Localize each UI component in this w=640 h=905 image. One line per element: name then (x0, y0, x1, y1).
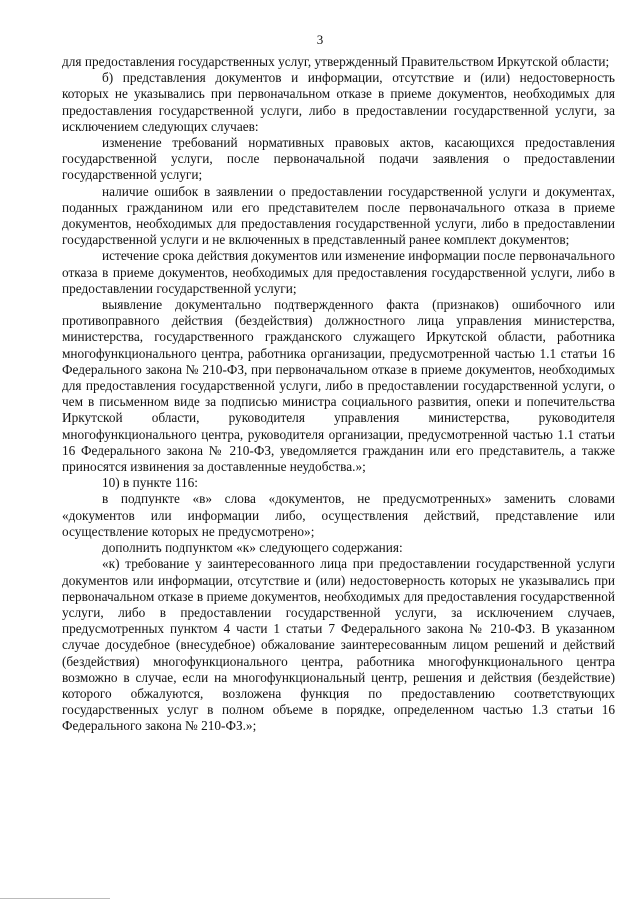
paragraph-subitem-k-text: «к) требование у заинтересованного лица при предоставлении государственной услуги документов или информации, отсутствие и (или) недостоверность которых не указывались при первоначальном отказе в приеме документов, необходимых для предоставления государственной услуги, либо в предоставлении государственной услуги, за исключением случаев, предусмотренных пунктом 4 части 1 статьи 7 Федерального закона № 210-ФЗ. В указанном случае досудебное (внесудебное) обжалование заинтересованным лицом решений и действий (бездействия) многофункционального центра, работника многофункционального центра возможно в случае, если на многофункциональный центр, решения и действия (бездействие) которого обжалуются, возложена функция по предоставлению соответствующих государственных услуг в полном объеме в порядке, определенном частью 1.3 статьи 16 Федерального закона № 210-ФЗ.»; (62, 556, 615, 734)
paragraph-add-subitem-k: дополнить подпунктом «к» следующего содержания: (102, 540, 403, 556)
paragraph-item-10: 10) в пункте 116: (102, 475, 198, 491)
document-body (62, 54, 615, 735)
paragraph-case-errors: наличие ошибок в заявлении о предоставлении государственной услуги и документах, поданных гражданином или его представителем после первоначального отказа в приеме документов, необходимых для предоставления государственной услуги, либо в предоставлении государственной услуги и не включенных в представленный ранее комплект документов; (62, 183, 615, 248)
paragraph-case-expiry: истечение срока действия документов или изменение информации после первоначального отказа в приеме документов, необходимых для предоставления государственной услуги, либо в предоставлении государственной услуги; (62, 248, 615, 296)
paragraph-case-misconduct: выявление документально подтвержденного факта (признаков) ошибочного или противоправного действия (бездействия) должностного лица управления министерства, министерства, государственного гражданского служащего Иркутской области, работника многофункционального центра, работника организации, предусмотренной частью 1.1 статьи 16 Федерального закона № 210-ФЗ, при первоначальном отказе в приеме документов, необходимых для предоставления государственной услуги, либо в предоставлении государственной услуги, о чем в письменном виде за подписью министра социального развития, опеки и попечительства Иркутской области, руководителя управления министерства, руководителя многофункционального центра, руководителя организации, предусмотренной частью 1.1 статьи 16 Федерального закона № 210-ФЗ, уведомляется гражданин или его представитель, а также приносятся извинения за доставленные неудобства.»; (62, 297, 615, 475)
paragraph-subitem-v: в подпункте «в» слова «документов, не предусмотренных» заменить словами «документов или информации либо, осуществления действий, представление или осуществление которых не предусмотрено»; (62, 491, 615, 539)
page-number: 3 (316, 32, 324, 47)
paragraph-item-b: б) представления документов и информации, отсутствие и (или) недостоверность которых не указывались при первоначальном отказе в приеме документов, необходимых для предоставления государственной услуги, либо в предоставлении государственной услуги, за исключением следующих случаев: (62, 70, 615, 134)
footer-rule (0, 898, 110, 899)
paragraph-case-requirements-change: изменение требований нормативных правовых актов, касающихся предоставления государственной услуги, после первоначальной подачи заявления о предоставлении государственной услуги; (62, 135, 615, 183)
paragraph-continuation: для предоставления государственных услуг, утвержденный Правительством Иркутской области; (62, 54, 610, 69)
